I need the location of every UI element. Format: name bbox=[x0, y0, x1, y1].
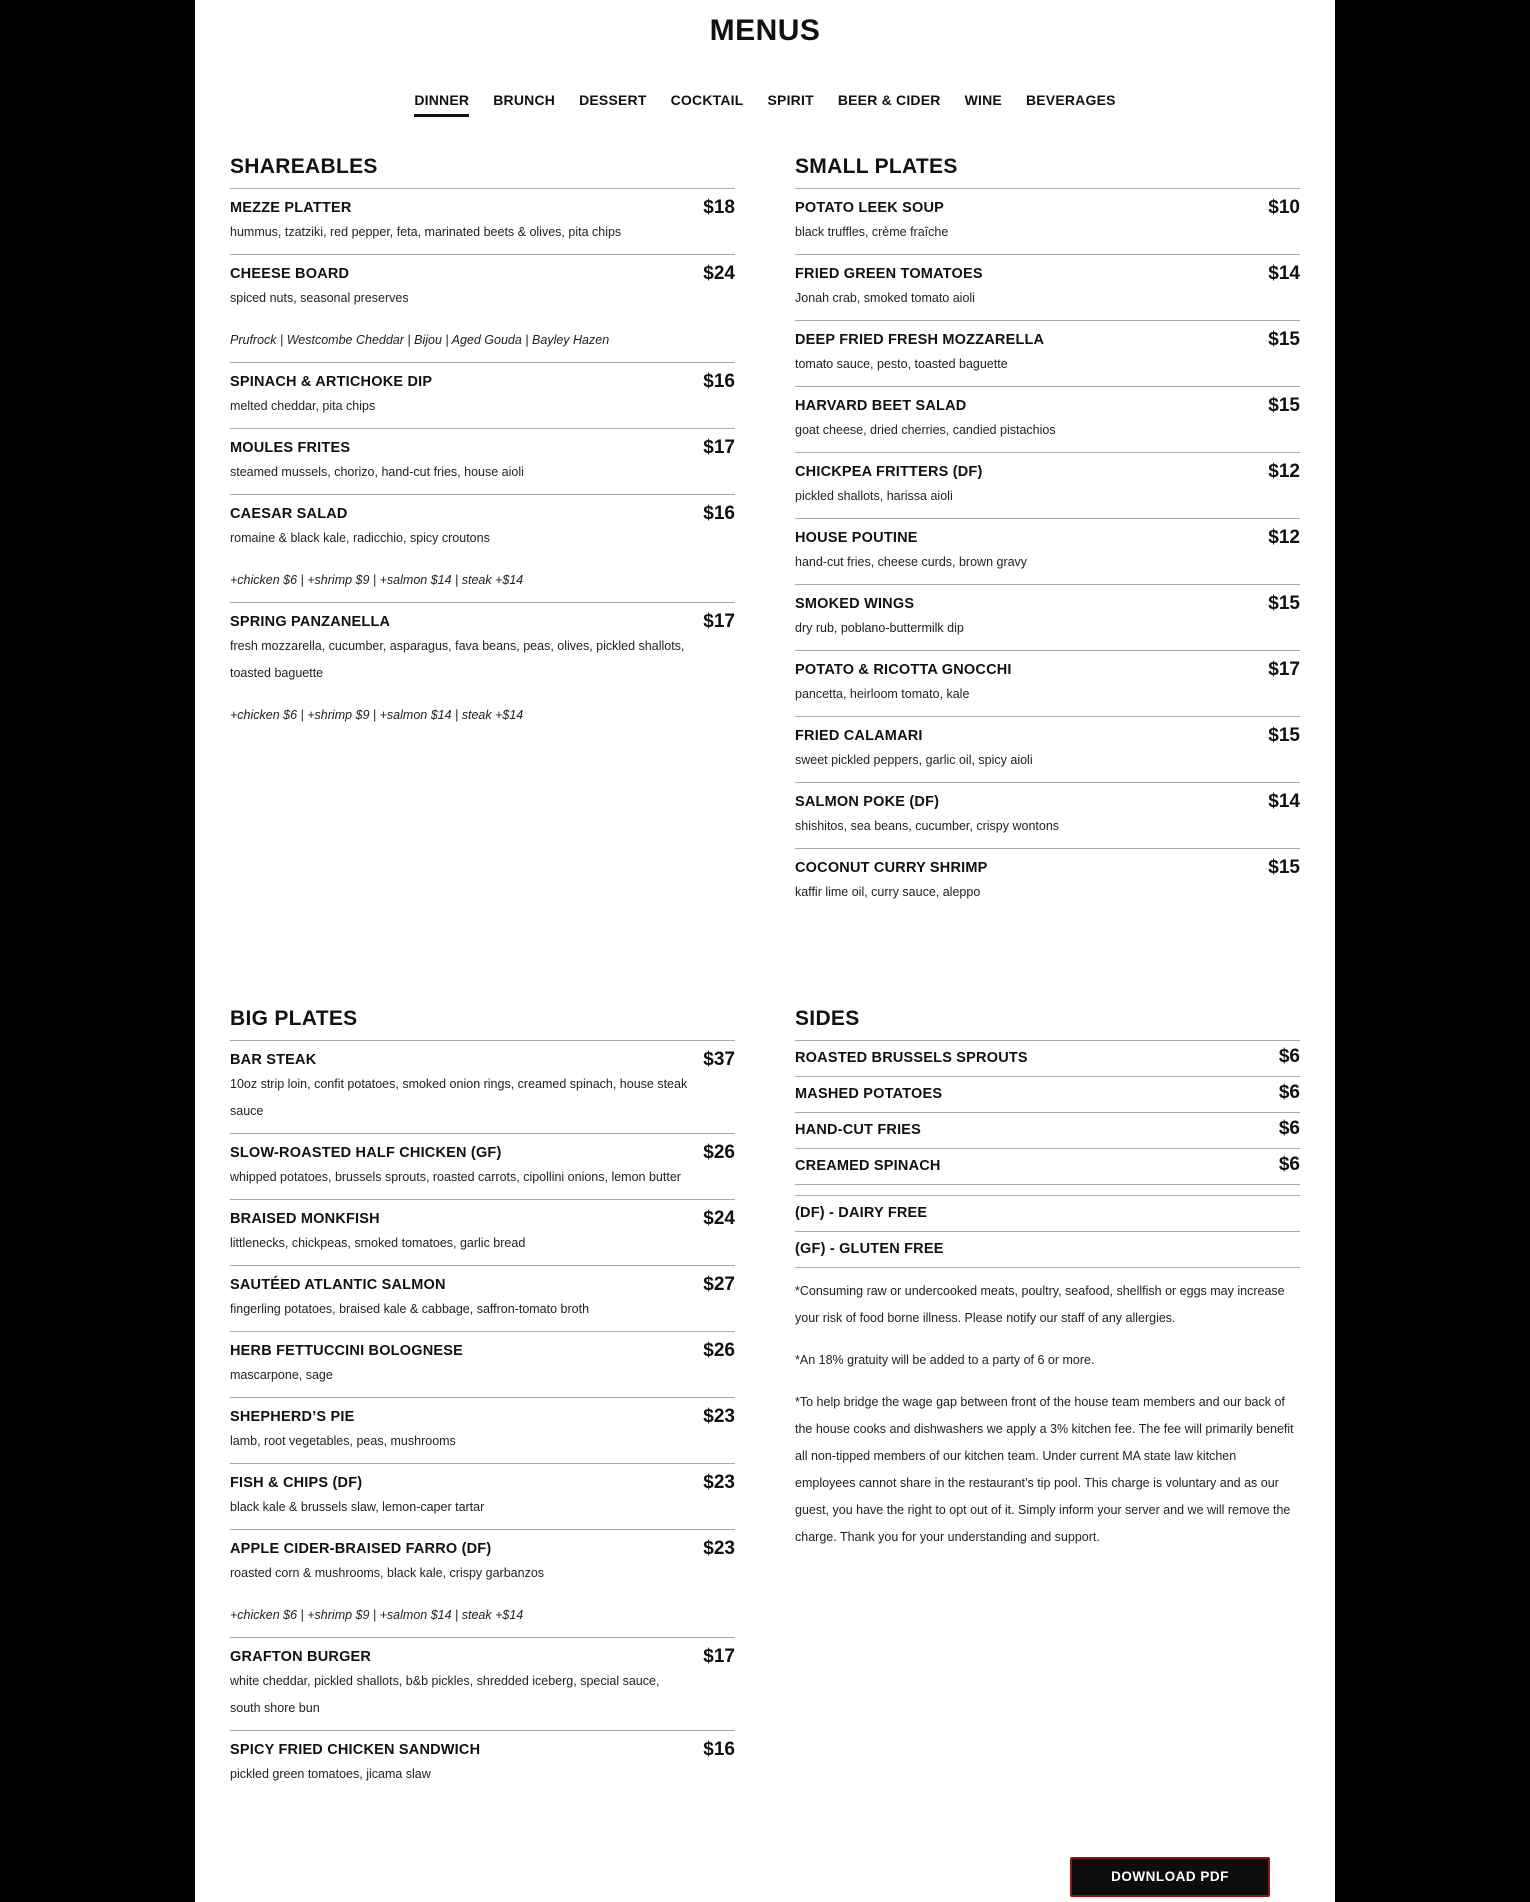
menu-item bbox=[230, 1041, 735, 1134]
item-price: $17 bbox=[703, 611, 735, 632]
dietary-legend bbox=[795, 1195, 1300, 1268]
item-name: SMOKED WINGS bbox=[795, 596, 915, 612]
menu-item bbox=[795, 519, 1300, 585]
item-name: HARVARD BEET SALAD bbox=[795, 398, 967, 414]
item-description: sweet pickled peppers, garlic oil, spicy aioli bbox=[795, 753, 1033, 767]
sides-section bbox=[795, 997, 1300, 1551]
item-name: MASHED POTATOES bbox=[795, 1086, 943, 1102]
item-name: MEZZE PLATTER bbox=[230, 200, 352, 216]
menu-notes bbox=[795, 1278, 1300, 1551]
item-price: $26 bbox=[703, 1142, 735, 1163]
item-price: $15 bbox=[1268, 593, 1300, 614]
menu-item bbox=[795, 849, 1300, 914]
item-name: BAR STEAK bbox=[230, 1052, 317, 1068]
menu-tabs bbox=[195, 92, 1335, 117]
item-name: HAND-CUT FRIES bbox=[795, 1122, 922, 1138]
section-title: SMALL PLATES bbox=[795, 145, 1300, 189]
small-plates-list bbox=[795, 189, 1300, 914]
item-price: $24 bbox=[703, 263, 735, 284]
item-price: $16 bbox=[703, 371, 735, 392]
tab-beverages[interactable]: BEVERAGES bbox=[1025, 92, 1116, 108]
item-price: $17 bbox=[1268, 659, 1300, 680]
tab-cocktail[interactable]: COCKTAIL bbox=[670, 92, 744, 108]
menu-item bbox=[230, 1134, 735, 1200]
item-description: fresh mozzarella, cucumber, asparagus, fava beans, peas, olives, pickled shallots, toasted baguette bbox=[230, 639, 685, 680]
side-item bbox=[795, 1113, 1300, 1149]
item-price: $37 bbox=[703, 1049, 735, 1070]
menu-note: *An 18% gratuity will be added to a party of 6 or more. bbox=[795, 1353, 1095, 1367]
item-name: FISH & CHIPS (DF) bbox=[230, 1475, 363, 1491]
tab-beer-cider[interactable]: BEER & CIDER bbox=[837, 92, 941, 108]
item-price: $17 bbox=[703, 1646, 735, 1667]
item-name: FRIED GREEN TOMATOES bbox=[795, 266, 983, 282]
item-name: SALMON POKE (DF) bbox=[795, 794, 940, 810]
item-description: Jonah crab, smoked tomato aioli bbox=[795, 291, 975, 305]
shareables-list bbox=[230, 189, 735, 737]
tab-spirit[interactable]: SPIRIT bbox=[767, 92, 814, 108]
item-description: hand-cut fries, cheese curds, brown gravy bbox=[795, 555, 1028, 569]
item-price: $10 bbox=[1268, 197, 1300, 218]
menu-item bbox=[230, 189, 735, 255]
item-name: DEEP FRIED FRESH MOZZARELLA bbox=[795, 332, 1045, 348]
menu-item bbox=[230, 1464, 735, 1530]
small-plates-section bbox=[795, 145, 1300, 914]
item-description: 10oz strip loin, confit potatoes, smoked onion rings, creamed spinach, house steak sauce bbox=[230, 1077, 688, 1118]
menu-item bbox=[230, 1332, 735, 1398]
item-description: lamb, root vegetables, peas, mushrooms bbox=[230, 1434, 456, 1448]
menu-item bbox=[795, 189, 1300, 255]
item-price: $6 bbox=[1278, 1154, 1300, 1175]
menu-item bbox=[230, 255, 735, 363]
section-title: BIG PLATES bbox=[230, 997, 735, 1041]
item-name: SPRING PANZANELLA bbox=[230, 614, 391, 630]
item-price: $26 bbox=[703, 1340, 735, 1361]
side-item bbox=[795, 1041, 1300, 1077]
item-name: POTATO & RICOTTA GNOCCHI bbox=[795, 662, 1012, 678]
item-name: SAUTÉED ATLANTIC SALMON bbox=[230, 1277, 446, 1293]
item-description: fingerling potatoes, braised kale & cabbage, saffron-tomato broth bbox=[230, 1302, 590, 1316]
sides-list bbox=[795, 1041, 1300, 1185]
item-price: $6 bbox=[1278, 1118, 1300, 1139]
item-description: hummus, tzatziki, red pepper, feta, marinated beets & olives, pita chips bbox=[230, 225, 622, 239]
menu-item bbox=[795, 255, 1300, 321]
item-price: $17 bbox=[703, 437, 735, 458]
item-description: dry rub, poblano-buttermilk dip bbox=[795, 621, 964, 635]
item-description: melted cheddar, pita chips bbox=[230, 399, 376, 413]
item-description: mascarpone, sage bbox=[230, 1368, 333, 1382]
item-price: $12 bbox=[1268, 461, 1300, 482]
item-price: $18 bbox=[703, 197, 735, 218]
menu-item bbox=[230, 1638, 735, 1731]
menu-item bbox=[230, 363, 735, 429]
item-name: GRAFTON BURGER bbox=[230, 1649, 372, 1665]
item-name: BRAISED MONKFISH bbox=[230, 1211, 380, 1227]
page-title: MENUS bbox=[709, 14, 821, 47]
item-name: APPLE CIDER-BRAISED FARRO (DF) bbox=[230, 1541, 492, 1557]
item-name: SPICY FRIED CHICKEN SANDWICH bbox=[230, 1742, 481, 1758]
legend-entry: (DF) - DAIRY FREE bbox=[795, 1196, 1300, 1232]
item-description: goat cheese, dried cherries, candied pistachios bbox=[795, 423, 1056, 437]
tab-dinner[interactable]: DINNER bbox=[414, 92, 469, 117]
item-description: pickled shallots, harissa aioli bbox=[795, 489, 953, 503]
item-price: $23 bbox=[703, 1406, 735, 1427]
item-price: $23 bbox=[703, 1472, 735, 1493]
item-price: $16 bbox=[703, 503, 735, 524]
item-price: $16 bbox=[703, 1739, 735, 1760]
menu-item bbox=[795, 453, 1300, 519]
menu-item bbox=[230, 1398, 735, 1464]
item-addons: Prufrock | Westcombe Cheddar | Bijou | Aged Gouda | Bayley Hazen bbox=[230, 333, 610, 347]
item-price: $14 bbox=[1268, 791, 1300, 812]
item-description: romaine & black kale, radicchio, spicy croutons bbox=[230, 531, 490, 545]
item-description: black truffles, crème fraîche bbox=[795, 225, 949, 239]
item-name: FRIED CALAMARI bbox=[795, 728, 923, 744]
item-description: black kale & brussels slaw, lemon-caper tartar bbox=[230, 1500, 485, 1514]
item-name: ROASTED BRUSSELS SPROUTS bbox=[795, 1050, 1028, 1066]
item-price: $15 bbox=[1268, 329, 1300, 350]
item-description: shishitos, sea beans, cucumber, crispy wontons bbox=[795, 819, 1060, 833]
menu-item bbox=[230, 1530, 735, 1638]
item-description: kaffir lime oil, curry sauce, aleppo bbox=[795, 885, 981, 899]
download-pdf-button[interactable]: DOWNLOAD PDF bbox=[1070, 1857, 1270, 1897]
side-item bbox=[795, 1149, 1300, 1185]
menu-note: *To help bridge the wage gap between front of the house team members and our back of the house cooks and dishwashers we apply a 3% kitchen fee. The fee will primarily benefit all non-tipped members of our kitchen team. Under current MA state law kitchen employees cannot share in the restaurant’s tip pool. This charge is voluntary and as our guest, you have the right to opt out of it. Simply inform your server and we will remove the charge. Thank you for your understanding and support. bbox=[795, 1395, 1294, 1544]
item-price: $6 bbox=[1278, 1082, 1300, 1103]
item-name: HOUSE POUTINE bbox=[795, 530, 918, 546]
big-plates-section bbox=[230, 997, 735, 1796]
item-description: littlenecks, chickpeas, smoked tomatoes, garlic bread bbox=[230, 1236, 526, 1250]
menu-item bbox=[795, 387, 1300, 453]
item-name: CHEESE BOARD bbox=[230, 266, 350, 282]
item-addons: +chicken $6 | +shrimp $9 | +salmon $14 | steak +$14 bbox=[230, 1608, 524, 1622]
menu-item bbox=[795, 585, 1300, 651]
item-description: spiced nuts, seasonal preserves bbox=[230, 291, 409, 305]
legend-entry: (GF) - GLUTEN FREE bbox=[795, 1232, 1300, 1268]
tab-brunch[interactable]: BRUNCH bbox=[493, 92, 556, 108]
item-addons: +chicken $6 | +shrimp $9 | +salmon $14 | steak +$14 bbox=[230, 708, 524, 722]
menu-item bbox=[795, 321, 1300, 387]
item-price: $14 bbox=[1268, 263, 1300, 284]
item-name: CAESAR SALAD bbox=[230, 506, 348, 522]
item-description: steamed mussels, chorizo, hand-cut fries, house aioli bbox=[230, 465, 524, 479]
item-name: MOULES FRITES bbox=[230, 440, 351, 456]
item-price: $15 bbox=[1268, 395, 1300, 416]
item-name: POTATO LEEK SOUP bbox=[795, 200, 945, 216]
item-price: $15 bbox=[1268, 725, 1300, 746]
item-name: CHICKPEA FRITTERS (DF) bbox=[795, 464, 983, 480]
item-name: CREAMED SPINACH bbox=[795, 1158, 941, 1174]
menu-item bbox=[230, 429, 735, 495]
item-price: $23 bbox=[703, 1538, 735, 1559]
item-price: $24 bbox=[703, 1208, 735, 1229]
section-title: SIDES bbox=[795, 997, 1300, 1041]
menu-item bbox=[230, 1200, 735, 1266]
section-title: SHAREABLES bbox=[230, 145, 735, 189]
menu-item bbox=[795, 783, 1300, 849]
menu-item bbox=[230, 1731, 735, 1796]
side-item bbox=[795, 1077, 1300, 1113]
item-name: SHEPHERD’S PIE bbox=[230, 1409, 355, 1425]
big-plates-list bbox=[230, 1041, 735, 1796]
tab-dessert[interactable]: DESSERT bbox=[579, 92, 647, 108]
item-description: roasted corn & mushrooms, black kale, crispy garbanzos bbox=[230, 1566, 545, 1580]
shareables-section bbox=[230, 145, 735, 737]
item-price: $12 bbox=[1268, 527, 1300, 548]
item-price: $27 bbox=[703, 1274, 735, 1295]
item-description: white cheddar, pickled shallots, b&b pickles, shredded iceberg, special sauce, south shore bun bbox=[230, 1674, 660, 1715]
item-description: pancetta, heirloom tomato, kale bbox=[795, 687, 970, 701]
menu-item bbox=[230, 1266, 735, 1332]
menu-item bbox=[795, 717, 1300, 783]
item-price: $6 bbox=[1278, 1046, 1300, 1067]
menu-item bbox=[230, 495, 735, 603]
item-description: whipped potatoes, brussels sprouts, roasted carrots, cipollini onions, lemon butter bbox=[230, 1170, 681, 1184]
item-name: HERB FETTUCCINI BOLOGNESE bbox=[230, 1343, 463, 1359]
item-name: SLOW-ROASTED HALF CHICKEN (GF) bbox=[230, 1145, 502, 1161]
tab-wine[interactable]: WINE bbox=[964, 92, 1002, 108]
menu-item bbox=[795, 651, 1300, 717]
menu-item bbox=[230, 603, 735, 737]
item-addons: +chicken $6 | +shrimp $9 | +salmon $14 | steak +$14 bbox=[230, 573, 524, 587]
item-description: pickled green tomatoes, jicama slaw bbox=[230, 1767, 431, 1781]
item-description: tomato sauce, pesto, toasted baguette bbox=[795, 357, 1008, 371]
item-name: COCONUT CURRY SHRIMP bbox=[795, 860, 988, 876]
menu-note: *Consuming raw or undercooked meats, poultry, seafood, shellfish or eggs may increase your risk of food borne illness. Please notify our staff of any allergies. bbox=[795, 1284, 1285, 1325]
item-price: $15 bbox=[1268, 857, 1300, 878]
item-name: SPINACH & ARTICHOKE DIP bbox=[230, 374, 433, 390]
menu-page bbox=[195, 0, 1335, 1902]
